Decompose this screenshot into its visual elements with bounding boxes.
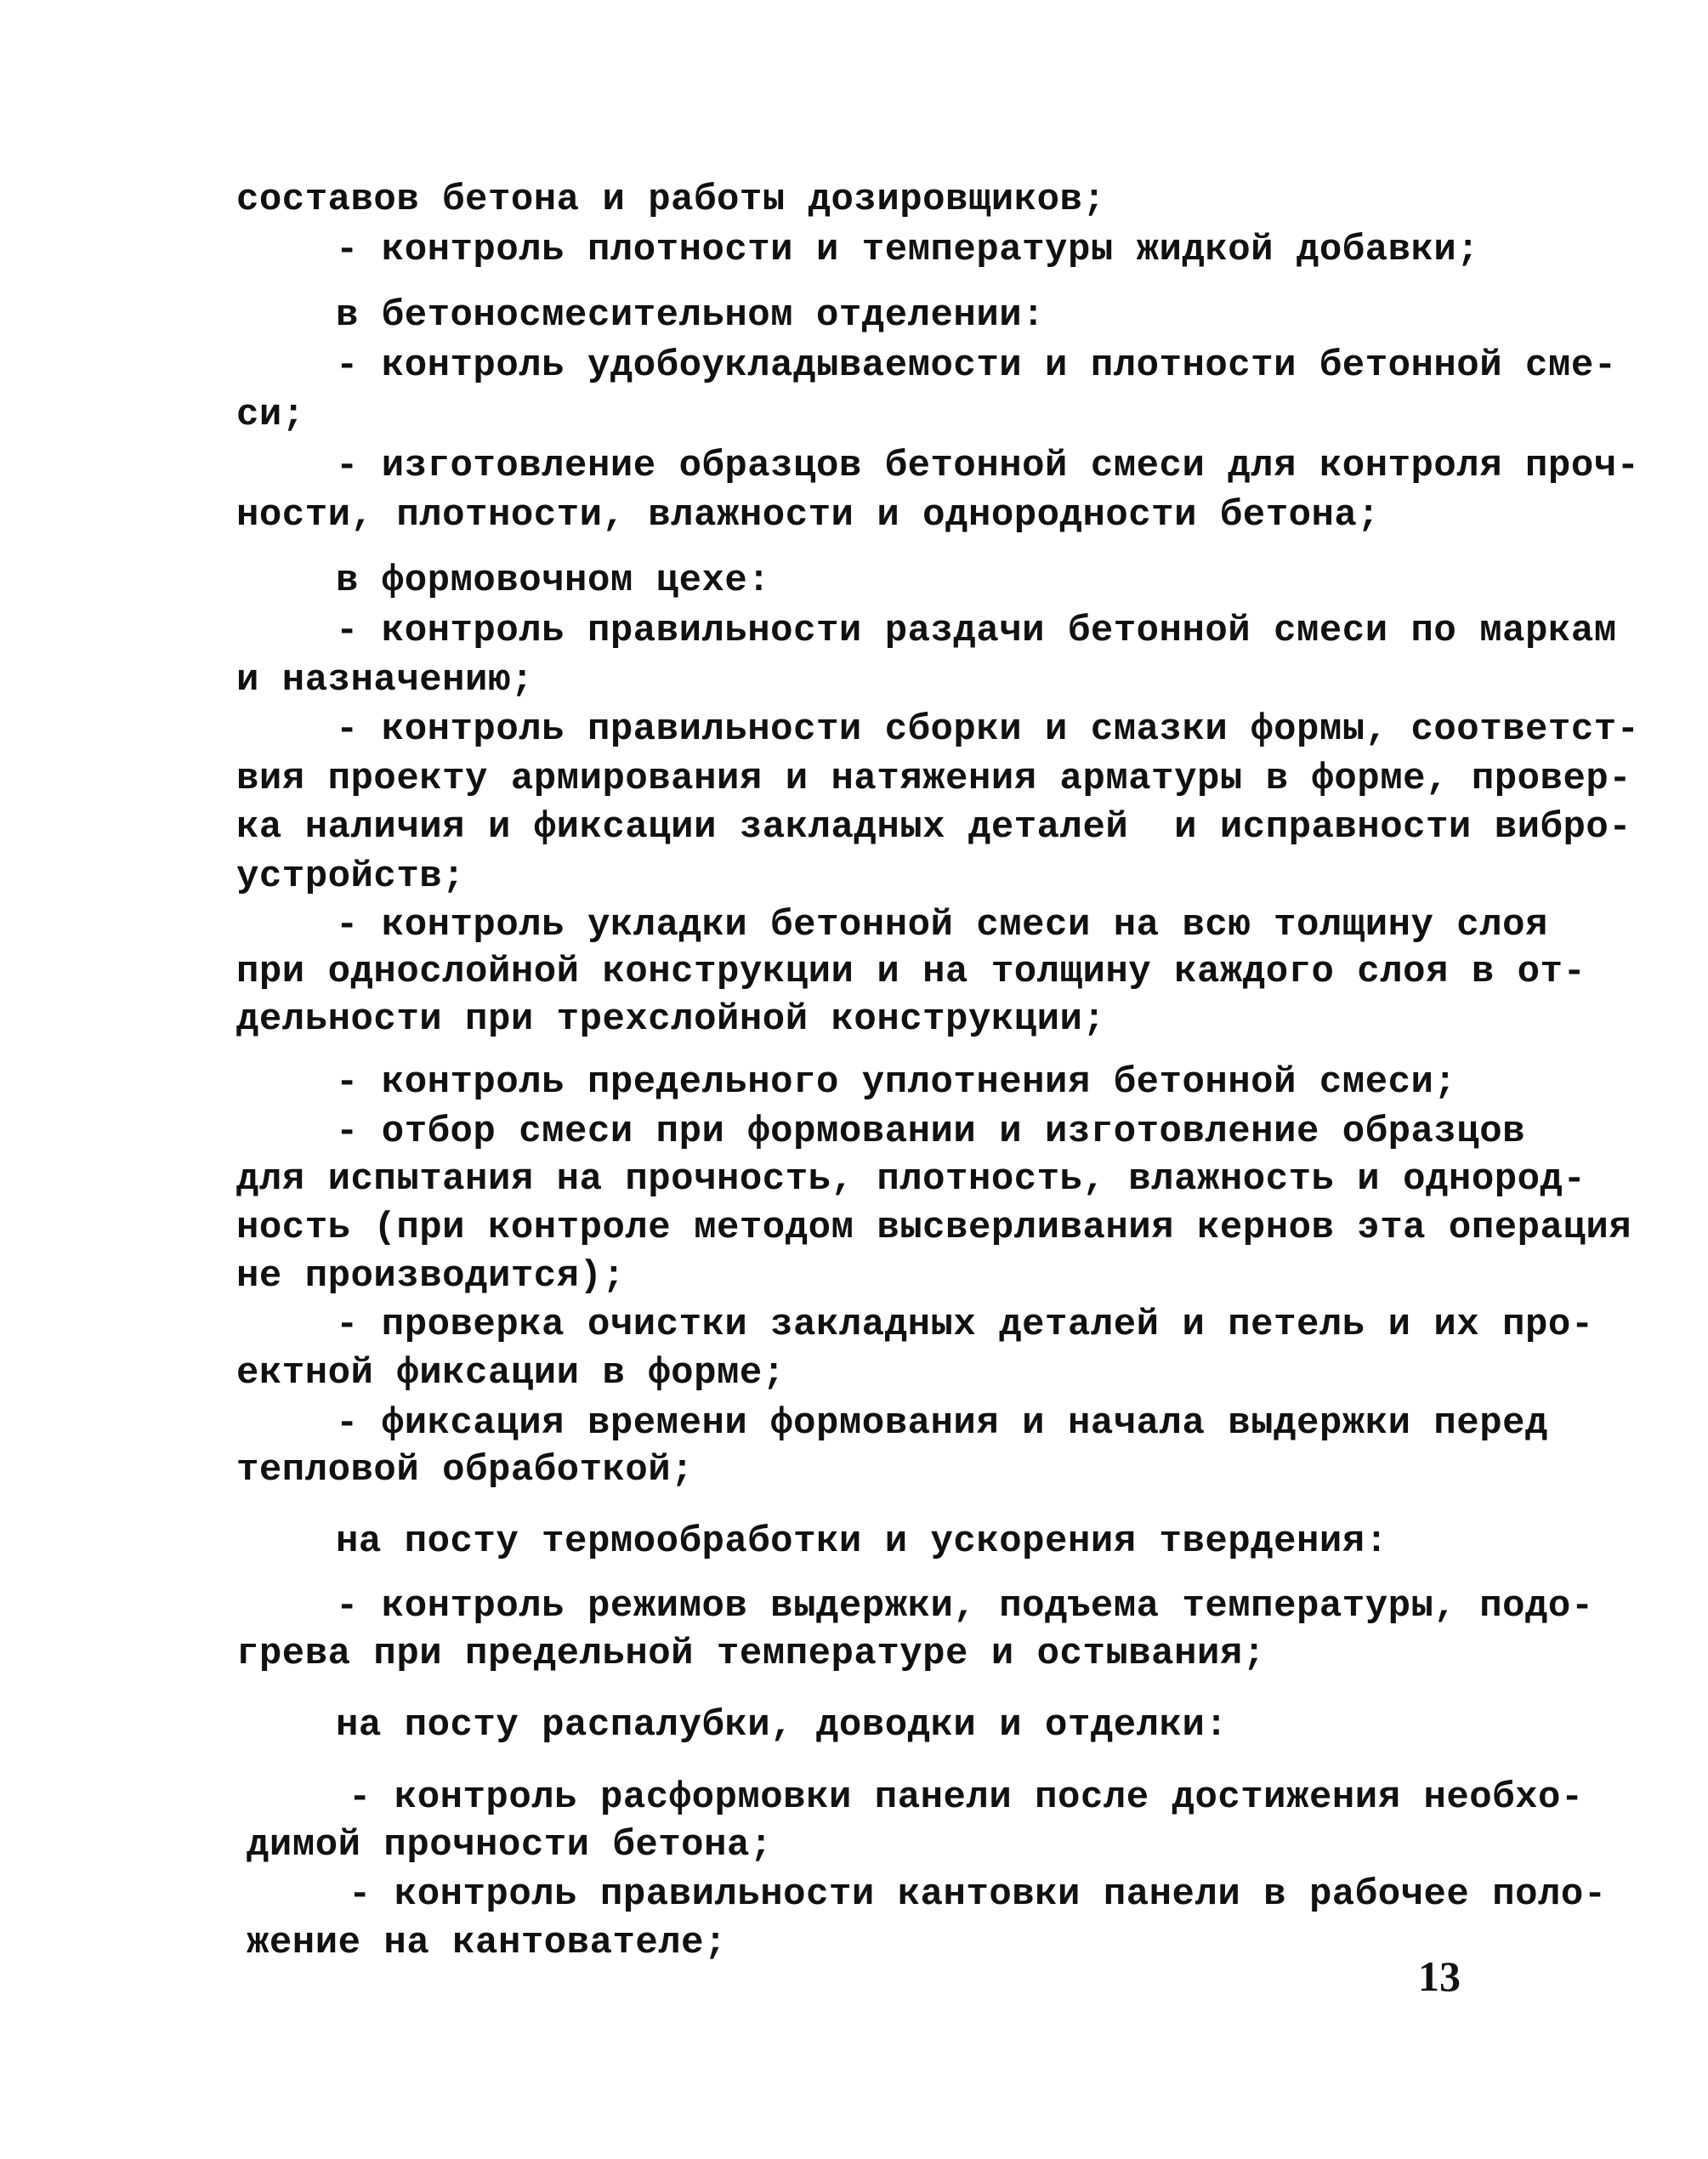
text-line: жение на кантователе; (247, 1922, 727, 1964)
text-line: при однослойной конструкции и на толщину каждого слоя в от- (236, 951, 1586, 993)
text-line: димой прочности бетона; (247, 1824, 773, 1866)
text-line: ность (при контроле методом высверливания кернов эта операция (236, 1207, 1632, 1249)
text-line: тепловой обработкой; (236, 1449, 695, 1491)
text-line: и назначению; (236, 659, 534, 702)
text-line: ности, плотности, влажности и однородности бетона; (236, 494, 1381, 537)
text-line: устройств; (236, 855, 466, 898)
text-line: дельности при трехслойной конструкции; (236, 998, 1106, 1041)
text-line: на посту термообработки и ускорения твердения: (336, 1520, 1388, 1563)
text-line: - контроль правильности кантовки панели в рабочее поло- (349, 1873, 1607, 1916)
text-line: си; (236, 394, 305, 436)
text-line: в формовочном цехе: (336, 560, 771, 602)
text-line: на посту распалубки, доводки и отделки: (336, 1704, 1229, 1747)
text-line: - фиксация времени формования и начала выдержки перед (336, 1402, 1548, 1445)
text-line: - контроль предельного уплотнения бетонной смеси; (336, 1061, 1457, 1104)
text-line: - отбор смеси при формовании и изготовление образцов (336, 1111, 1526, 1153)
page-number: 13 (1418, 1952, 1461, 2000)
text-line: - контроль укладки бетонной смеси на всю толщину слоя (336, 904, 1548, 946)
text-line: - контроль плотности и температуры жидкой добавки; (336, 229, 1480, 271)
text-line: в бетоносмесительном отделении: (336, 294, 1046, 337)
text-line: составов бетона и работы дозировщиков; (236, 179, 1106, 221)
text-line: - проверка очистки закладных деталей и петель и их про- (336, 1304, 1594, 1346)
text-line: ектной фиксации в форме; (236, 1352, 786, 1395)
text-line: не производится); (236, 1255, 626, 1298)
text-line: - контроль правильности раздачи бетонной смеси по маркам (336, 610, 1617, 652)
text-line: ка наличия и фиксации закладных деталей и исправности вибро- (236, 806, 1632, 849)
text-line: - контроль правильности сборки и смазки формы, соответст- (336, 708, 1640, 751)
text-line: - изготовление образцов бетонной смеси для контроля проч- (336, 445, 1640, 487)
text-line: - контроль режимов выдержки, подъема температуры, подо- (336, 1585, 1594, 1628)
text-line: для испытания на прочность, плотность, влажность и однород- (236, 1158, 1586, 1201)
text-line: - контроль расформовки панели после достижения необхо- (349, 1776, 1584, 1819)
text-line: - контроль удобоукладываемости и плотности бетонной сме- (336, 344, 1617, 387)
text-line: грева при предельной температуре и остывания; (236, 1633, 1266, 1675)
text-line: вия проекту армирования и натяжения арматуры в форме, провер- (236, 758, 1632, 800)
